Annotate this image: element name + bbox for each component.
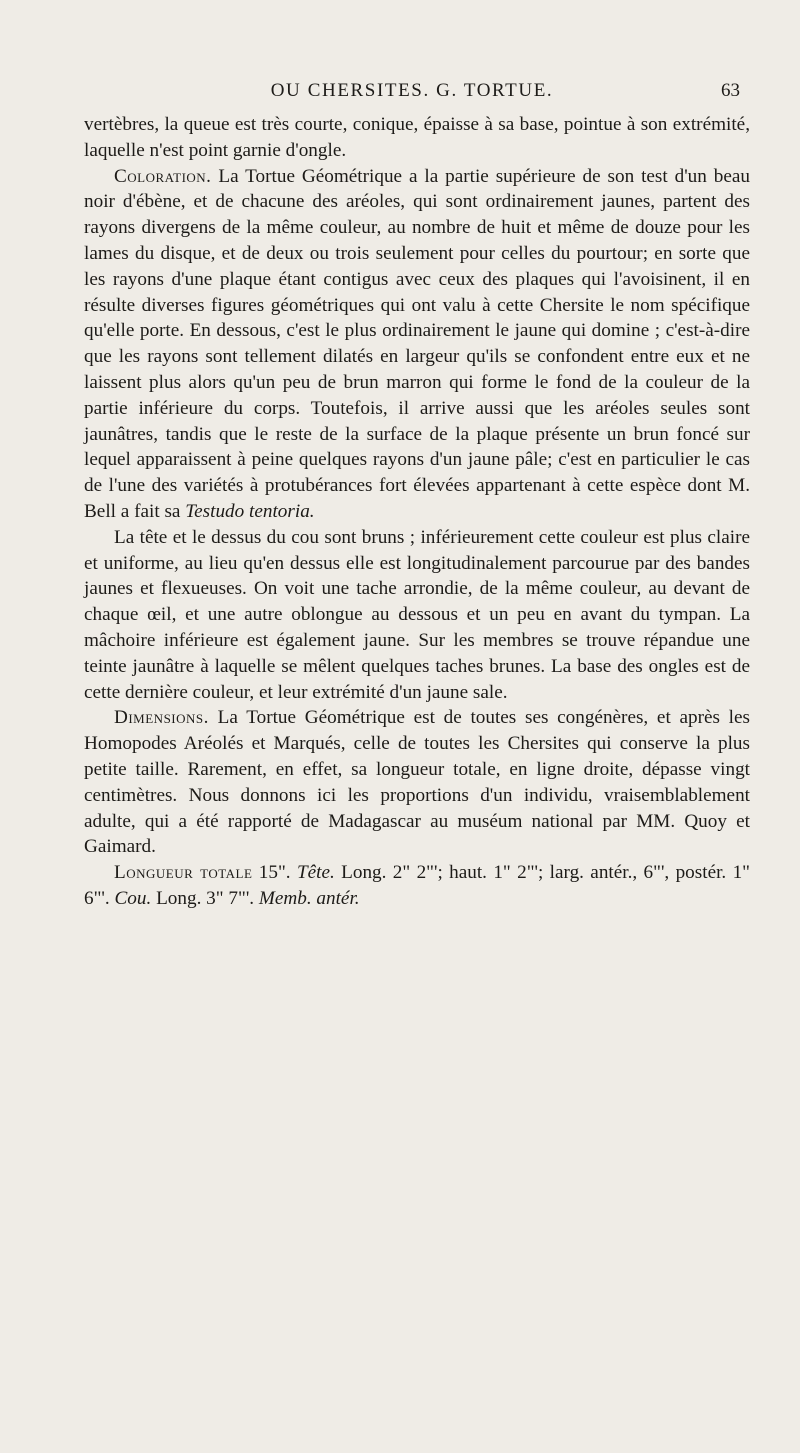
running-header (84, 80, 740, 110)
paragraph-tete (84, 525, 750, 706)
species-name-italic: Testudo tentoria. (185, 500, 315, 522)
body-text (84, 112, 750, 912)
paragraph-dimensions (84, 705, 750, 860)
section-lead-dimensions: Dimensions. (114, 707, 209, 729)
measurement-label-tete: Tête. (296, 862, 335, 884)
measurement-text: Long. 2" 2"'; haut. 1" 2"'; larg. antér., 6"', postér. 1" 6"'. (84, 862, 750, 909)
measurement-lead: Longueur totale (114, 862, 253, 884)
paragraph-measurements (84, 860, 750, 912)
measurement-label-cou: Cou. (114, 887, 152, 909)
paragraph-text: La Tortue Géométrique a la partie supérieure de son test d'un beau noir d'ébène, et de chacune des aréoles, qui sont ordinairement jaunes, partent des rayons divergens de la même couleur, au nombre de huit et même de douze pour les lames du disque, et de deux ou trois seulement pour celles du pourtour; en sorte que les rayons d'une plaque étant contigus avec ceux des plaques qui l'avoisinent, il en résulte diverses figures géométriques qui ont valu à cette Chersite le nom spécifique qu'elle porte. En dessous, c'est le plus ordinairement le jaune qui domine ; c'est-à-dire que les rayons sont tellement dilatés en largeur qu'ils se confondent entre eux et ne laissent plus alors qu'un peu de brun marron qui forme le fond de la couleur de la partie inférieure du corps. Toutefois, il arrive aussi que les aréoles seules sont jaunâtres, tandis que le reste de la surface de la plaque présente un brun foncé sur lequel apparaissent à peine quelques rayons d'un jaune pâle; c'est en particulier le cas de l'une des variétés à protubérances fort élevées appartenant à cette espèce dont M. Bell a fait sa (84, 165, 750, 522)
paragraph-text: La tête et le dessus du cou sont bruns ; inférieurement cette couleur est plus claire et uniforme, au lieu qu'en dessus elle est longitudinalement parcourue par des bandes jaunes et flexueuses. On voit une tache arrondie, de la même couleur, au devant de chaque œil, et une autre oblongue au dessous et un peu en avant du tympan. La mâchoire inférieure est également jaune. Sur les membres se trouve répandue une teinte jaunâtre à laquelle se mêlent quelques taches brunes. La base des ongles est de cette dernière couleur, et leur extrémité d'un jaune sale. (84, 526, 750, 703)
section-lead-coloration: Coloration. (114, 165, 212, 187)
paragraph-text: vertèbres, la queue est très courte, conique, épaisse à sa base, pointue à son extrémité, laquelle n'est point garnie d'ongle. (84, 114, 750, 161)
measurement-text: Long. 3" 7"'. (151, 887, 259, 909)
paragraph-coloration (84, 164, 750, 525)
measurement-label-memb: Memb. antér. (258, 887, 360, 909)
measurement-value: 15". (252, 862, 297, 884)
paragraph-text: La Tortue Géométrique est de toutes ses congénères, et après les Homopodes Aréolés et Marqués, celle de toutes les Chersites qui conserve la plus petite taille. Rarement, en effet, sa longueur totale, en ligne droite, dépasse vingt centimètres. Nous donnons ici les proportions d'un individu, vraisemblablement adulte, qui a été rapporté de Madagascar au muséum national par MM. Quoy et Gaimard. (84, 707, 750, 858)
running-title: OU CHERSITES. G. TORTUE. (270, 80, 554, 101)
page-number: 63 (721, 80, 740, 101)
paragraph-vertebres (84, 112, 750, 164)
